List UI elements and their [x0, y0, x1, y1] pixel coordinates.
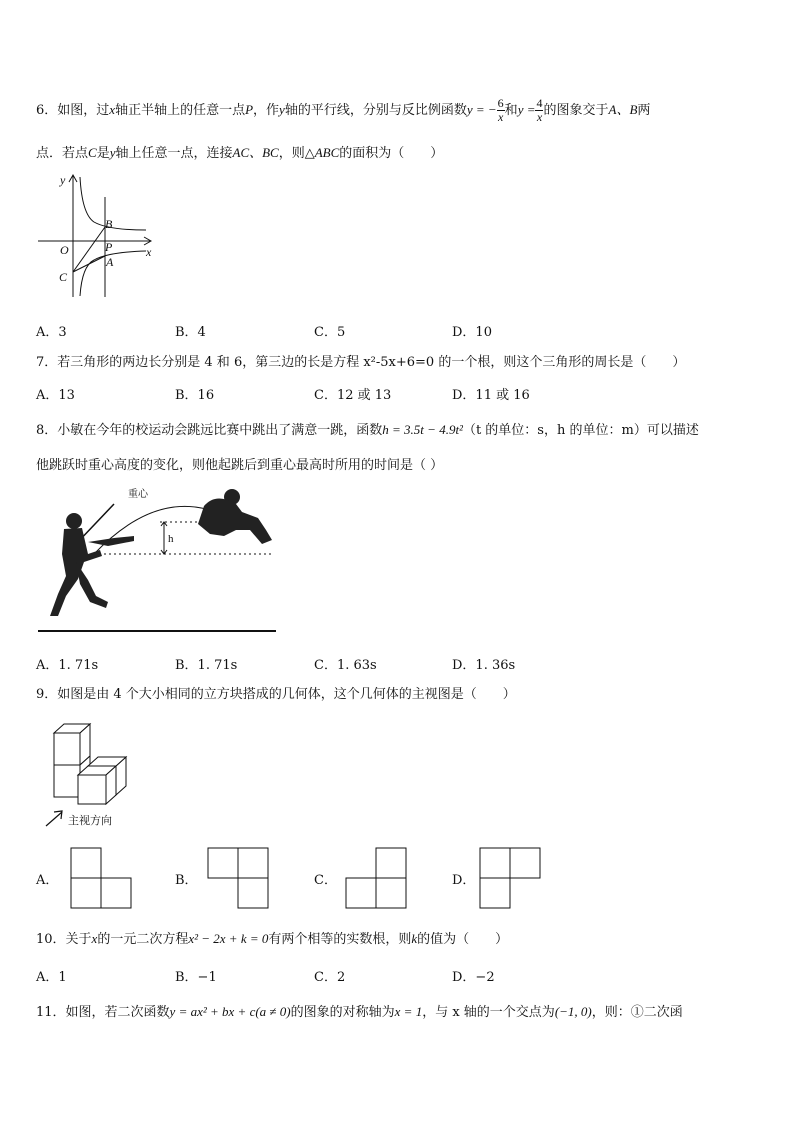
label-y: y	[60, 173, 66, 187]
cube-top-left	[54, 733, 80, 765]
q10-option-c[interactable]: C．2	[314, 970, 346, 985]
q8-option-b[interactable]: B．1. 71s	[175, 658, 238, 673]
cube-bottom-left	[54, 765, 80, 797]
option-d-shape	[479, 847, 541, 909]
q9-option-d[interactable]: D．	[452, 847, 552, 909]
q6-option-c[interactable]: C．5	[314, 325, 346, 340]
fraction-6-over-x: $\frac{6}{x}$	[497, 96, 504, 124]
q6-option-a[interactable]: A．3	[36, 325, 67, 340]
q8-formula: h = 3.5t − 4.9t²	[382, 422, 463, 437]
label-center-of-gravity: 重心	[128, 489, 148, 500]
q8-options	[36, 654, 756, 674]
q8-long-jump-figure	[36, 484, 281, 636]
q11-equation: y = ax² + bx + c(a ≠ 0)	[169, 1004, 291, 1019]
q8-line2: 他跳跃时重心高度的变化，则他起跳后到重心最高时所用的时间是（ ）	[36, 458, 444, 473]
label-A: A	[106, 255, 114, 269]
q6-options	[36, 321, 756, 341]
q10-text: 10．关于x的一元二次方程x² − 2x + k = 0有两个相等的实数根，则k的值为（ ）	[36, 931, 509, 947]
q7-option-c[interactable]: C．12 或 13	[314, 388, 392, 403]
label-h: h	[168, 533, 174, 545]
label-view-direction: 主视方向	[68, 814, 112, 827]
segment-CB	[73, 227, 105, 272]
q9-option-c[interactable]: C．	[314, 847, 414, 909]
q10-equation: x² − 2x + k = 0	[188, 931, 269, 946]
q11-text: 11．如图，若二次函数y = ax² + bx + c(a ≠ 0)的图象的对称轴为x = 1，与 x 轴的一个交点为(−1, 0)，则：①二次函	[36, 1004, 683, 1020]
q6-graph-figure	[36, 172, 161, 302]
option-b-shape	[207, 847, 269, 909]
q9-cubes-figure	[40, 718, 140, 830]
q7-options	[36, 384, 756, 404]
q6-line1: 6．如图，过x轴正半轴上的任意一点P，作y轴的平行线，分别与反比例函数y = − $\frac{6}{x}$ 和y = $\frac{4}{x}$ 的图象交于A、B两	[36, 96, 651, 124]
q9-text: 9．如图是由 4 个大小相同的立方块搭成的几何体，这个几何体的主视图是（ ）	[36, 687, 516, 702]
label-x: x	[146, 245, 152, 259]
q6-option-d[interactable]: D．10	[452, 325, 492, 340]
view-direction-arrow	[46, 812, 62, 826]
cube-front	[78, 775, 106, 804]
q8-line1: 8．小敏在今年的校运动会跳远比赛中跳出了满意一跳，函数h = 3.5t − 4.9t²（t 的单位：s，h 的单位：m）可以描述	[36, 422, 699, 438]
label-P: P	[105, 240, 113, 254]
q10-option-b[interactable]: B．−1	[175, 970, 217, 985]
q8-option-d[interactable]: D．1. 36s	[452, 658, 516, 673]
q7-option-a[interactable]: A．13	[36, 388, 75, 403]
option-a-shape	[70, 847, 132, 909]
q7-option-d[interactable]: D．11 或 16	[452, 388, 530, 403]
jumper-takeoff-silhouette	[50, 513, 134, 616]
jumper-airborne-silhouette	[198, 489, 272, 544]
q9-option-b[interactable]: B．	[175, 847, 275, 909]
q7-text: 7．若三角形的两边长分别是 4 和 6，第三边的长是方程 x²-5x+6=0 的一个根，则这个三角形的周长是（ ）	[36, 355, 686, 370]
label-O: O	[60, 243, 69, 257]
option-c-shape	[345, 847, 407, 909]
label-C: C	[59, 270, 68, 284]
q10-options	[36, 966, 756, 986]
q6-option-b[interactable]: B．4	[175, 325, 206, 340]
q9-option-a[interactable]: A．	[36, 847, 136, 909]
q10-option-d[interactable]: D．−2	[452, 970, 495, 985]
q6-line2: 点．若点C是y轴上任意一点，连接AC、BC，则△ABC的面积为（ ）	[36, 145, 444, 161]
q8-option-a[interactable]: A．1. 71s	[36, 658, 99, 673]
q7-option-b[interactable]: B．16	[175, 388, 215, 403]
fraction-4-over-x: $\frac{4}{x}$	[536, 96, 543, 124]
segment-CA	[73, 256, 105, 272]
q8-option-c[interactable]: C．1. 63s	[314, 658, 377, 673]
label-B: B	[105, 217, 113, 231]
curve-4-over-x	[80, 177, 146, 230]
q10-option-a[interactable]: A．1	[36, 970, 67, 985]
